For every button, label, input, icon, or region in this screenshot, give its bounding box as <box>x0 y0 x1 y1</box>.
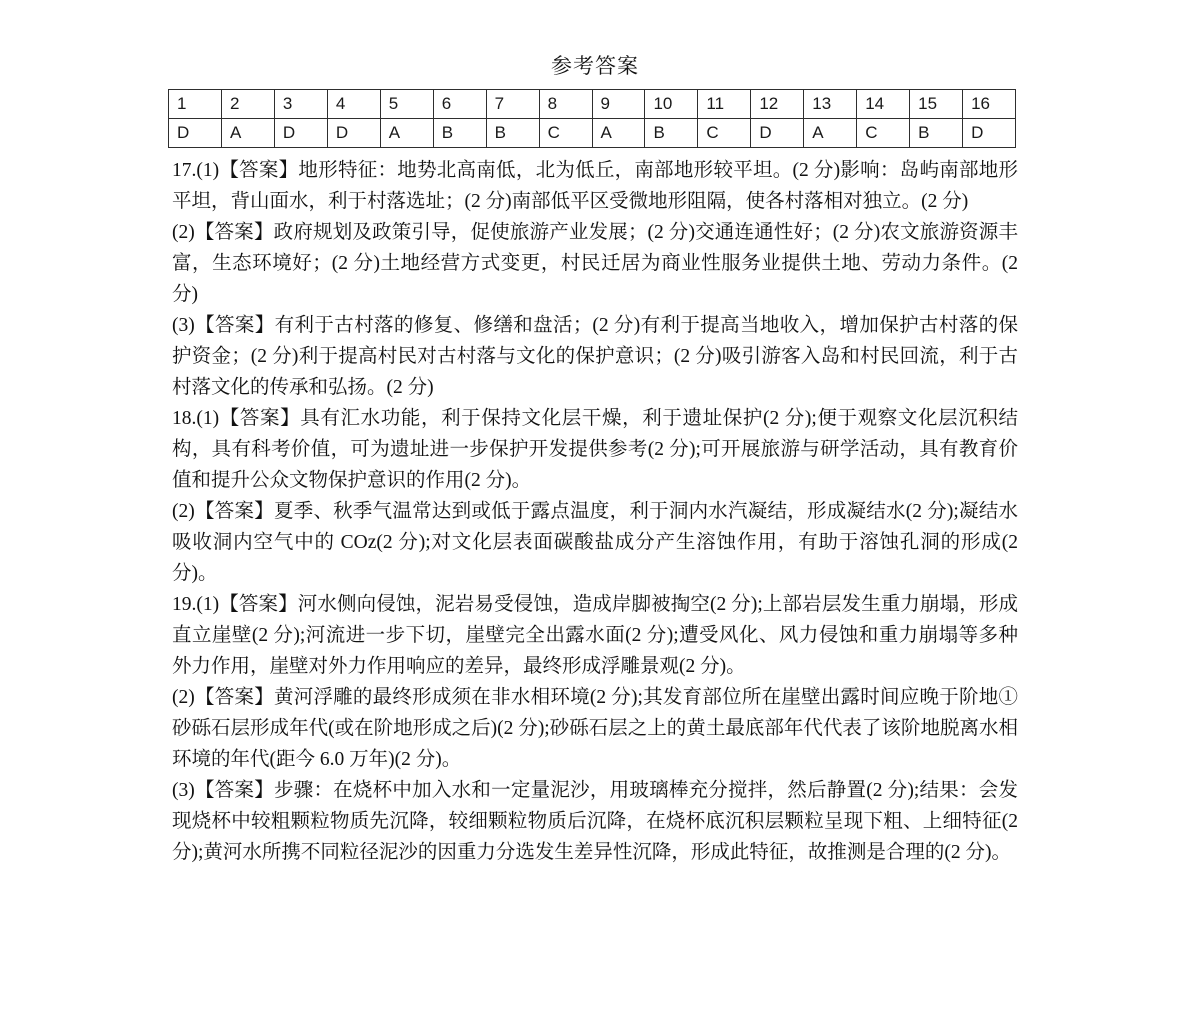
answer-letter-cell: D <box>274 119 327 148</box>
answer-letter-cell: A <box>592 119 645 148</box>
answer-paragraph-17-3: (3)【答案】有利于古村落的修复、修缮和盘活；(2 分)有利于提高当地收入，增加保护古村落的保护资金；(2 分)利于提高村民对古村落与文化的保护意识；(2 分)吸引游客入岛和村民回流，利于古村落文化的传承和弘扬。(2 分) <box>172 315 1018 398</box>
answer-letter-cell: D <box>327 119 380 148</box>
answers-section <box>172 155 1018 868</box>
question-number-cell: 13 <box>804 90 857 119</box>
page-title: 参考答案 <box>551 54 639 78</box>
question-number-cell: 16 <box>963 90 1016 119</box>
answer-letter-cell: A <box>380 119 433 148</box>
question-number-cell: 8 <box>539 90 592 119</box>
question-number-cell: 6 <box>433 90 486 119</box>
answer-letter-row <box>169 119 1016 148</box>
question-number-cell: 2 <box>221 90 274 119</box>
question-number-cell: 3 <box>274 90 327 119</box>
question-number-cell: 9 <box>592 90 645 119</box>
answer-letter-cell: D <box>169 119 222 148</box>
answer-letter-cell: D <box>963 119 1016 148</box>
answer-letter-cell: B <box>433 119 486 148</box>
answer-table <box>168 89 1016 148</box>
answer-letter-cell: B <box>645 119 698 148</box>
answer-paragraph-17-2: (2)【答案】政府规划及政策引导，促使旅游产业发展；(2 分)交通连通性好；(2 分)农文旅游资源丰富，生态环境好；(2 分)土地经营方式变更，村民迁居为商业性服务业提供土地、劳动力条件。(2 分) <box>172 222 1018 305</box>
question-number-cell: 5 <box>380 90 433 119</box>
answer-letter-cell: C <box>539 119 592 148</box>
question-number-cell: 12 <box>751 90 804 119</box>
question-number-row <box>169 90 1016 119</box>
answer-letter-cell: C <box>698 119 751 148</box>
document-page <box>172 0 1018 868</box>
answer-paragraph-19-1: 19.(1)【答案】河水侧向侵蚀，泥岩易受侵蚀，造成岸脚被掏空(2 分);上部岩层发生重力崩塌，形成直立崖壁(2 分);河流进一步下切，崖壁完全出露水面(2 分);遭受风化、风力侵蚀和重力崩塌等多种外力作用，崖壁对外力作用响应的差异，最终形成浮雕景观(2 分)。 <box>172 594 1018 677</box>
question-number-cell: 7 <box>486 90 539 119</box>
answer-letter-cell: A <box>804 119 857 148</box>
answer-letter-cell: A <box>221 119 274 148</box>
question-number-cell: 15 <box>910 90 963 119</box>
question-number-cell: 1 <box>169 90 222 119</box>
answer-paragraph-18-2: (2)【答案】夏季、秋季气温常达到或低于露点温度，利于洞内水汽凝结，形成凝结水(2 分);凝结水吸收洞内空气中的 COz(2 分);对文化层表面碳酸盐成分产生溶蚀作用，有助于溶蚀孔洞的形成(2 分)。 <box>172 501 1018 584</box>
question-number-cell: 4 <box>327 90 380 119</box>
question-number-cell: 11 <box>698 90 751 119</box>
answer-paragraph-18-1: 18.(1)【答案】具有汇水功能，利于保持文化层干燥，利于遗址保护(2 分);便于观察文化层沉积结构，具有科考价值，可为遗址进一步保护开发提供参考(2 分);可开展旅游与研学活动，具有教育价值和提升公众文物保护意识的作用(2 分)。 <box>172 408 1018 491</box>
answer-paragraph-19-2: (2)【答案】黄河浮雕的最终形成须在非水相环境(2 分);其发育部位所在崖壁出露时间应晚于阶地①砂砾石层形成年代(或在阶地形成之后)(2 分);砂砾石层之上的黄土最底部年代代表了该阶地脱离水相环境的年代(距今 6.0 万年)(2 分)。 <box>172 687 1018 770</box>
answer-letter-cell: B <box>910 119 963 148</box>
question-number-cell: 10 <box>645 90 698 119</box>
answer-letter-cell: B <box>486 119 539 148</box>
question-number-cell: 14 <box>857 90 910 119</box>
answer-letter-cell: D <box>751 119 804 148</box>
answer-paragraph-19-3: (3)【答案】步骤：在烧杯中加入水和一定量泥沙，用玻璃棒充分搅拌，然后静置(2 分);结果：会发现烧杯中较粗颗粒物质先沉降，较细颗粒物质后沉降，在烧杯底沉积层颗粒呈现下粗、上细特征(2 分);黄河水所携不同粒径泥沙的因重力分选发生差异性沉降，形成此特征，故推测是合理的(2 分)。 <box>172 780 1018 863</box>
answer-letter-cell: C <box>857 119 910 148</box>
answer-paragraph-17-1: 17.(1)【答案】地形特征：地势北高南低，北为低丘，南部地形较平坦。(2 分)影响：岛屿南部地形平坦，背山面水，利于村落选址；(2 分)南部低平区受微地形阻隔，使各村落相对独立。(2 分) <box>172 160 1018 212</box>
